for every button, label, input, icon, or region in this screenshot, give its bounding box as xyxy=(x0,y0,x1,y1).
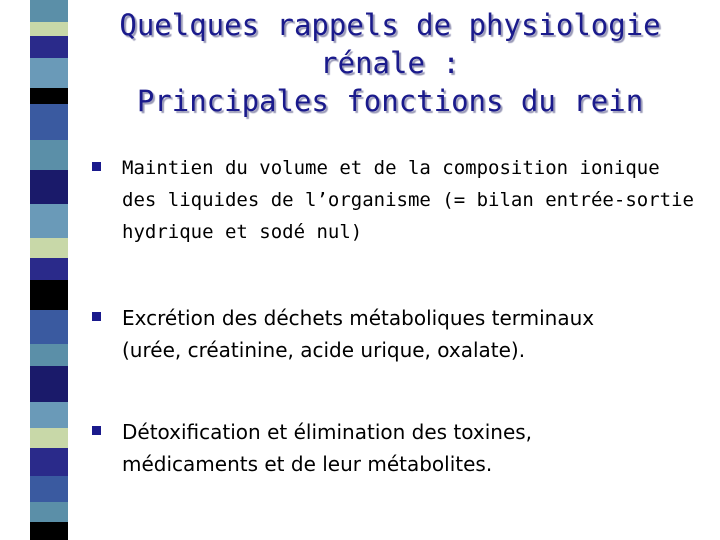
decorative-color-band xyxy=(30,0,68,540)
band-block xyxy=(30,476,68,502)
slide-title xyxy=(80,6,700,120)
bullet-square-icon xyxy=(92,426,101,435)
bullet-line: Excrétion des déchets métaboliques terminaux xyxy=(122,306,595,330)
bullet-line: Maintien du volume et de la composition ionique xyxy=(122,157,660,179)
band-block xyxy=(30,448,68,476)
band-block xyxy=(30,170,68,204)
band-block xyxy=(30,58,68,88)
band-block xyxy=(30,344,68,366)
bullet-square-icon xyxy=(92,312,101,321)
bullet-line: hydrique et sodé nul) xyxy=(122,221,363,243)
bullet-line: médicaments et de leur métabolites. xyxy=(122,452,493,476)
band-block xyxy=(30,402,68,428)
band-block xyxy=(30,88,68,104)
bullet-line: Détoxification et élimination des toxines, xyxy=(122,420,533,444)
slide-title-line: Principales fonctions du rein xyxy=(136,84,644,118)
band-block xyxy=(30,238,68,258)
band-block xyxy=(30,428,68,448)
bullet-line: des liquides de l’organisme (= bilan entrée-sortie xyxy=(122,189,694,211)
bullet-text xyxy=(122,416,707,480)
slide-title-line: rénale : xyxy=(320,46,460,80)
slide-title-line: Quelques rappels de physiologie xyxy=(119,8,661,42)
bullet-text xyxy=(122,302,707,366)
bullet-line: (urée, créatinine, acide urique, oxalate). xyxy=(122,338,526,362)
band-block xyxy=(30,502,68,522)
band-block xyxy=(30,0,68,22)
band-block xyxy=(30,204,68,238)
band-block xyxy=(30,310,68,344)
bullet-text xyxy=(122,152,707,248)
band-block xyxy=(30,22,68,36)
band-block xyxy=(30,366,68,402)
band-block xyxy=(30,258,68,280)
band-block xyxy=(30,140,68,170)
bullet-square-icon xyxy=(92,162,101,171)
band-block xyxy=(30,280,68,310)
band-block xyxy=(30,36,68,58)
band-block xyxy=(30,522,68,540)
band-block xyxy=(30,104,68,140)
